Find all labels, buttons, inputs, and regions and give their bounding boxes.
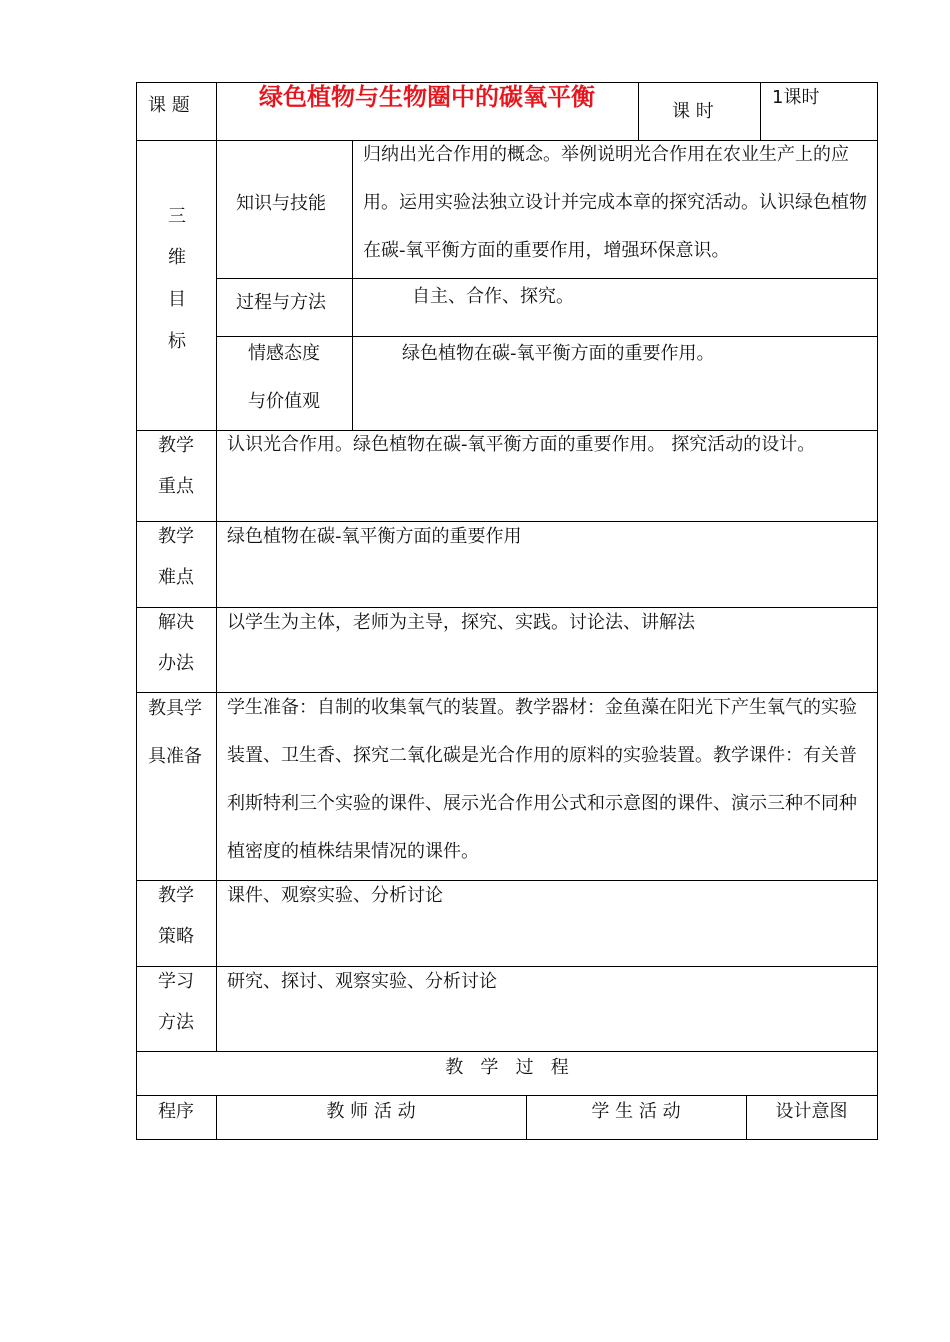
aids-label-2: 具准备	[148, 746, 202, 767]
emotion-label-1: 情感态度	[248, 343, 320, 364]
table-border	[216, 278, 878, 279]
knowledge-label: 知识与技能	[236, 193, 326, 214]
emotion-label-2: 与价值观	[248, 391, 320, 412]
objectives-group-label-2: 维	[168, 247, 186, 268]
col-student: 学 生 活 动	[591, 1101, 681, 1122]
process-heading: 教 学 过 程	[445, 1057, 569, 1078]
duration-label: 课 时	[672, 101, 714, 122]
focus-label-1: 教学	[158, 435, 194, 456]
strategy-label-2: 策略	[158, 926, 194, 947]
duration-value: 1课时	[772, 87, 820, 108]
table-border	[136, 880, 878, 881]
col-design: 设计意图	[775, 1101, 848, 1122]
table-border	[352, 140, 353, 431]
solution-text: 以学生为主体，老师为主导，探究、实践。讨论法、讲解法	[227, 612, 695, 633]
table-border	[216, 336, 878, 337]
table-border	[136, 1051, 878, 1052]
knowledge-text: 归纳出光合作用的概念。举例说明光合作用在农业生产上的应用。运用实验法独立设计并完成本章的探究活动。认识绿色植物在碳-氧平衡方面的重要作用，增强环保意识。	[363, 144, 867, 261]
emotion-text: 绿色植物在碳-氧平衡方面的重要作用。	[402, 343, 715, 364]
aids-text: 学生准备：自制的收集氧气的装置。教学器材：金鱼藻在阳光下产生氧气的实验装置、卫生香、探究二氧化碳是光合作用的原料的实验装置。教学课件：有关普利斯特利三个实验的课件、展示光合作用公式和示意图的课件、演示三种不同种植密度的植株结果情况的课件。	[227, 697, 857, 862]
col-teacher: 教 师 活 动	[326, 1101, 416, 1122]
solution-label-1: 解决	[158, 612, 194, 633]
table-border	[136, 521, 878, 522]
table-border	[136, 966, 878, 967]
table-border	[136, 607, 878, 608]
lesson-title: 绿色植物与生物圈中的碳氧平衡	[259, 83, 595, 111]
strategy-label-1: 教学	[158, 885, 194, 906]
focus-text: 认识光合作用。绿色植物在碳-氧平衡方面的重要作用。 探究活动的设计。	[227, 434, 816, 455]
objectives-group-label-1: 三	[168, 206, 186, 227]
focus-label-2: 重点	[158, 476, 194, 497]
aids-label-1: 教具学	[148, 698, 202, 719]
table-border	[216, 82, 217, 1052]
table-border	[136, 1095, 878, 1096]
col-program: 程序	[158, 1101, 194, 1122]
objectives-group-label-4: 标	[168, 331, 186, 352]
difficulty-text: 绿色植物在碳-氧平衡方面的重要作用	[227, 526, 522, 547]
difficulty-label-1: 教学	[158, 526, 194, 547]
table-border	[136, 82, 137, 1140]
process-label: 过程与方法	[236, 292, 326, 313]
difficulty-label-2: 难点	[158, 567, 194, 588]
topic-label: 课 题	[148, 95, 190, 116]
process-text: 自主、合作、探究。	[412, 286, 574, 307]
table-border	[877, 82, 878, 1140]
method-label-1: 学习	[158, 971, 194, 992]
objectives-group-label-3: 目	[168, 289, 186, 310]
table-border	[136, 1139, 878, 1140]
strategy-text: 课件、观察实验、分析讨论	[227, 885, 443, 906]
method-label-2: 方法	[158, 1012, 194, 1033]
solution-label-2: 办法	[158, 653, 194, 674]
method-text: 研究、探讨、观察实验、分析讨论	[227, 971, 497, 992]
